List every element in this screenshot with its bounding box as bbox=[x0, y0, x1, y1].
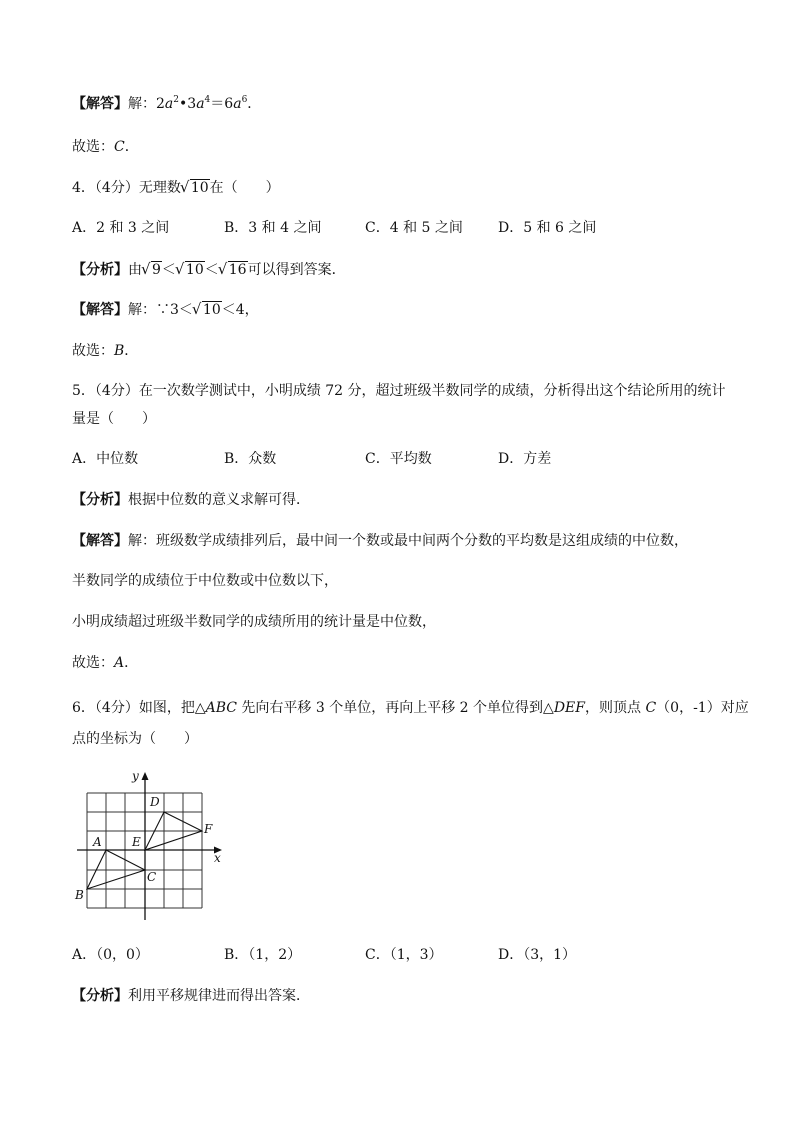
q5-choice: A bbox=[114, 655, 125, 671]
q6-analysis-text: 利用平移规律进而得出答案． bbox=[128, 988, 310, 1004]
q4-option-d: D．5 和 6 之间 bbox=[498, 220, 597, 236]
q5-answer-line2: 半数同学的成绩位于中位数或中位数以下， bbox=[72, 573, 338, 589]
q6-stem-c: ，则顶点 bbox=[584, 700, 646, 716]
q4-answer-sqrt-value: 10 bbox=[202, 302, 221, 318]
less-than-2: ＜ bbox=[204, 262, 219, 278]
label-d: D bbox=[150, 795, 160, 809]
q6-option-c: C．（1，3） bbox=[365, 947, 443, 963]
q5-choice-end: ． bbox=[124, 655, 139, 671]
q5-option-b: B．众数 bbox=[224, 451, 277, 467]
label-b: B bbox=[75, 888, 84, 902]
q5-option-c: C．平均数 bbox=[365, 451, 432, 467]
q5-stem-line1: 5．（4分）在一次数学测试中，小明成绩 72 分，超过班级半数同学的成绩，分析得出这个结论所用的统计 bbox=[72, 383, 726, 399]
q3-choice-end: ． bbox=[124, 139, 139, 155]
q4-sqrt-value: 10 bbox=[190, 180, 209, 196]
q5-answer-line1 bbox=[72, 531, 688, 551]
q3-choice: C bbox=[114, 139, 125, 155]
q3-var-a1: a bbox=[164, 96, 174, 112]
analysis-tag: 【分析】 bbox=[72, 988, 128, 1004]
q4-choice: B bbox=[114, 343, 125, 359]
q4-stem-prefix: 4．（4分）无理数 bbox=[72, 180, 181, 196]
q6-option-a: A．（0，0） bbox=[72, 947, 149, 963]
q6-triangle-def: DEF bbox=[553, 700, 585, 716]
q4-stem bbox=[72, 178, 280, 198]
q6-option-d: D．（3，1） bbox=[498, 947, 577, 963]
analysis-tag: 【分析】 bbox=[72, 262, 128, 278]
q5-choice-prefix: 故选： bbox=[72, 655, 114, 671]
q3-end: ． bbox=[247, 96, 262, 112]
q4-analysis-line bbox=[72, 260, 346, 280]
sqrt-10-value: 10 bbox=[185, 262, 204, 278]
q4-option-a: A．2 和 3 之间 bbox=[72, 220, 170, 236]
answer-tag: 【解答】 bbox=[72, 533, 128, 549]
q4-answer-post: ＜4， bbox=[221, 302, 259, 318]
q3-choice-line bbox=[72, 137, 139, 157]
q6-figure bbox=[70, 768, 240, 926]
q3-var-a2: a bbox=[196, 96, 205, 112]
q6-stem-line1 bbox=[72, 698, 749, 718]
analysis-tag: 【分析】 bbox=[72, 492, 128, 508]
answer-tag: 【解答】 bbox=[72, 302, 128, 318]
q3-mid: •3 bbox=[179, 96, 197, 112]
q5-choice-line bbox=[72, 653, 138, 673]
less-than-1: ＜ bbox=[161, 262, 176, 278]
q4-choice-end: ． bbox=[124, 343, 139, 359]
sqrt-10 bbox=[176, 260, 205, 280]
q5-stem-line2: 量是（ ） bbox=[72, 411, 156, 427]
q5-answer-text-1: 解：班级数学成绩排列后，最中间一个数或最中间两个分数的平均数是这组成绩的中位数， bbox=[128, 533, 688, 549]
q4-option-b: B．3 和 4 之间 bbox=[224, 220, 322, 236]
q6-triangle-abc: ABC bbox=[205, 700, 237, 716]
q4-choice-prefix: 故选： bbox=[72, 343, 114, 359]
q6-analysis-line bbox=[72, 986, 310, 1006]
label-y: y bbox=[132, 769, 139, 783]
q4-answer-pre: 解：∵3＜ bbox=[128, 302, 193, 318]
q3-exp-3: 6 bbox=[241, 95, 248, 105]
q3-choice-prefix: 故选： bbox=[72, 139, 114, 155]
label-f: F bbox=[204, 822, 213, 836]
q4-choice-line bbox=[72, 341, 138, 361]
q5-analysis-line bbox=[72, 490, 310, 510]
q4-sqrt bbox=[181, 178, 210, 198]
q5-answer-line3: 小明成绩超过班级半数同学的成绩所用的统计量是中位数， bbox=[72, 614, 436, 630]
label-a: A bbox=[93, 835, 102, 849]
label-e: E bbox=[132, 835, 141, 849]
sqrt-9-value: 9 bbox=[152, 262, 161, 278]
q5-option-d: D．方差 bbox=[498, 451, 552, 467]
q4-stem-suffix: 在（ ） bbox=[209, 180, 280, 196]
label-c: C bbox=[147, 870, 157, 884]
y-axis-arrow bbox=[142, 772, 149, 780]
q4-answer-line bbox=[72, 300, 259, 320]
q3-eq: ＝6 bbox=[210, 96, 234, 112]
q6-stem-line2: 点的坐标为（ ） bbox=[72, 731, 198, 747]
q4-analysis-pre: 由 bbox=[128, 262, 142, 278]
q4-option-c: C．4 和 5 之间 bbox=[365, 220, 463, 236]
q3-exp-2: 4 bbox=[204, 95, 211, 105]
answer-tag: 【解答】 bbox=[72, 96, 128, 112]
sqrt-16-value: 16 bbox=[228, 262, 247, 278]
q3-answer-prefix: 解：2 bbox=[128, 96, 165, 112]
q3-exp-1: 2 bbox=[173, 95, 180, 105]
q5-option-a: A．中位数 bbox=[72, 451, 139, 467]
q3-answer-line bbox=[72, 94, 261, 114]
q6-stem-a: 6．（4分）如图，把△ bbox=[72, 700, 206, 716]
q4-analysis-post: 可以得到答案． bbox=[247, 262, 346, 278]
q5-analysis-text: 根据中位数的意义求解可得． bbox=[128, 492, 310, 508]
q3-var-a3: a bbox=[233, 96, 242, 112]
q6-option-b: B．（1，2） bbox=[224, 947, 302, 963]
q6-stem-b: 先向右平移 3 个单位，再向上平移 2 个单位得到△ bbox=[236, 700, 554, 716]
q4-answer-sqrt bbox=[193, 300, 222, 320]
label-x: x bbox=[214, 851, 221, 865]
sqrt-16 bbox=[219, 260, 248, 280]
q6-vertex-c: C bbox=[645, 700, 657, 716]
q6-stem-d: （0，-1）对应 bbox=[656, 700, 749, 716]
sqrt-9 bbox=[142, 260, 162, 280]
